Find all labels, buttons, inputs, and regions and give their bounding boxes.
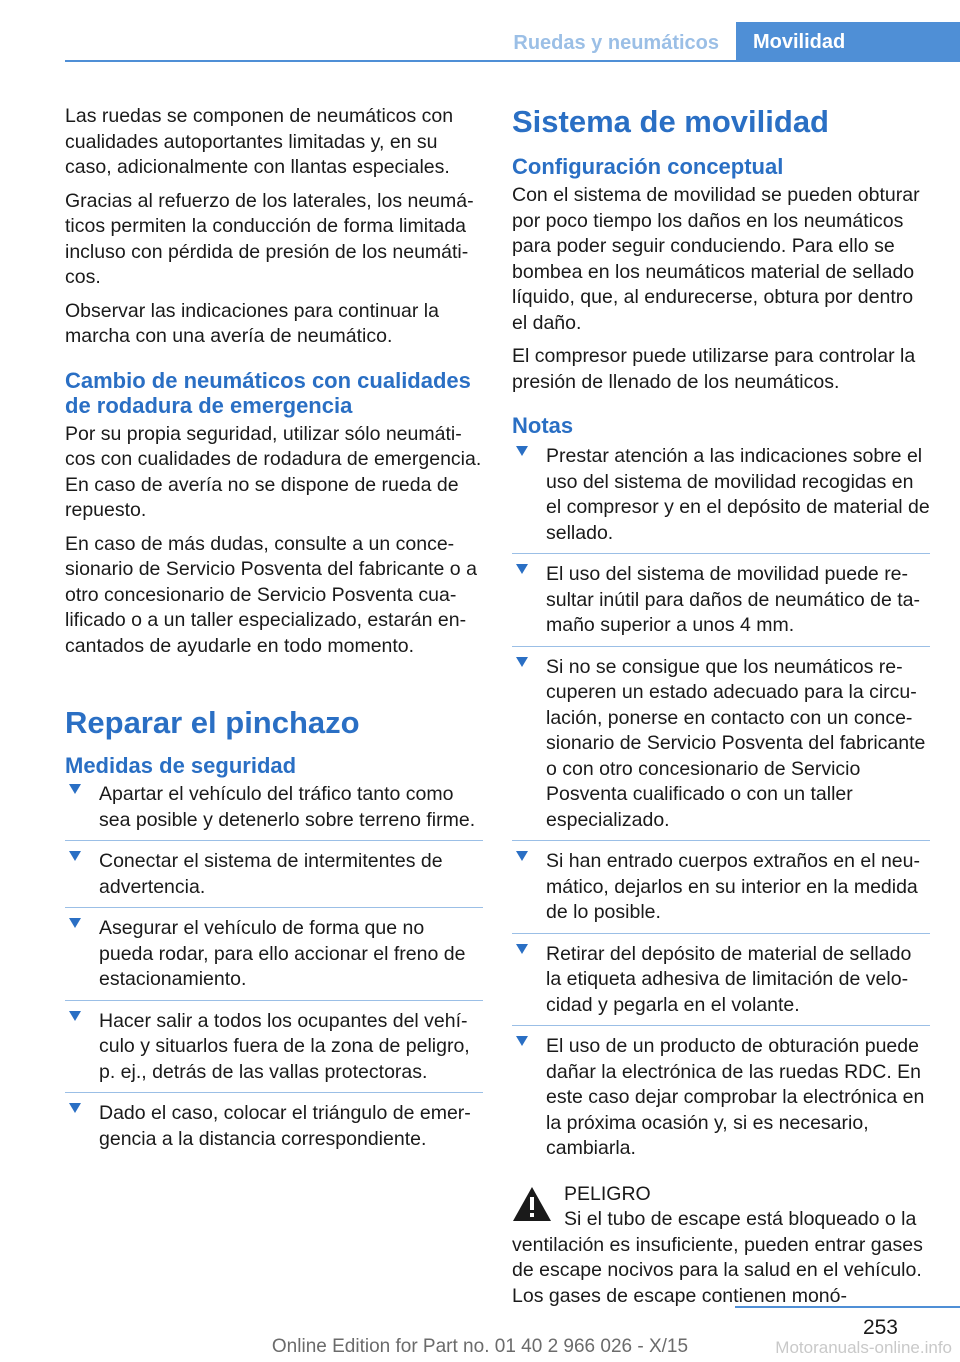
chapter-tab: Movilidad bbox=[736, 22, 960, 62]
warning-triangle-icon bbox=[512, 1186, 552, 1222]
list-item: El uso del sistema de movilidad puede resultar inútil para daños de neumático de tamaño superior a unos 4 mm. bbox=[512, 554, 930, 647]
list-item: Prestar atención a las indicaciones sobre el uso del sistema de movilidad recogidas en el compresor y en el depósito de material de sellado. bbox=[512, 444, 930, 554]
section-heading-concept: Configuración conceptual bbox=[512, 154, 784, 179]
section-heading-runflat: Cambio de neumáticos con cualidades de rodadura de emergencia bbox=[65, 367, 471, 418]
watermark: Motoranuals-online.info bbox=[775, 1338, 952, 1357]
triangle-bullet-icon bbox=[516, 1036, 528, 1046]
page-header bbox=[65, 22, 960, 62]
section-tab: Ruedas y neumáticos bbox=[513, 32, 719, 54]
list-item: Retirar del depósito de material de sellado la etiqueta adhesiva de limitación de velocidad y pegarla en el volante. bbox=[512, 934, 930, 1027]
body-paragraph: Con el sistema de movilidad se pueden obturar por poco tiempo los daños en los neumáticos para poder seguir conduciendo. Para ello se bombea en los neumáticos material de sellado líquido, que, al endurecerse, obtura por dentro el daño. bbox=[512, 184, 920, 334]
list-item: Asegurar el vehículo de forma que no pueda rodar, para ello accionar el freno de estacionamiento. bbox=[65, 908, 483, 1001]
chapter-heading-mobility: Sistema de movilidad bbox=[512, 104, 829, 139]
intro-paragraph: Las ruedas se componen de neumáticos con cualidades autoportantes limitadas y, en su caso, adicionalmente con llantas especiales. bbox=[65, 105, 454, 178]
list-item: Si no se consigue que los neumáticos recuperen un estado adecuado para la circulación, ponerse en contacto con un concesionario de Servicio Posventa del fabricante o con otro concesionario de Servicio Posventa cualificado o con un taller especializado. bbox=[512, 647, 930, 842]
list-item: Hacer salir a todos los ocupantes del vehículo y situarlos fuera de la zona de peligro, p. ej., detrás de las vallas protectoras. bbox=[65, 1001, 483, 1094]
triangle-bullet-icon bbox=[69, 918, 81, 928]
triangle-bullet-icon bbox=[69, 784, 81, 794]
triangle-bullet-icon bbox=[516, 446, 528, 456]
list-item: Apartar el vehículo del tráfico tanto como sea posible y detenerlo sobre terreno firme. bbox=[65, 782, 483, 841]
danger-warning bbox=[512, 1182, 930, 1310]
section-heading-notes: Notas bbox=[512, 413, 574, 438]
triangle-bullet-icon bbox=[69, 851, 81, 861]
body-paragraph: El compresor puede utilizarse para controlar la presión de llenado de los neumáticos. bbox=[512, 345, 916, 393]
notes-list bbox=[512, 444, 930, 1170]
section-heading-safety: Medidas de seguridad bbox=[65, 753, 297, 778]
triangle-bullet-icon bbox=[516, 944, 528, 954]
body-paragraph: Por su propia seguridad, utilizar sólo neumáticos con cualidades de rodadura de emergencia. En caso de avería no se dispone de rueda de repuesto. bbox=[65, 422, 482, 521]
intro-paragraph: Gracias al refuerzo de los laterales, los neumáticos permiten la conducción de forma limitada incluso con pérdida de presión de los neumáticos. bbox=[65, 189, 474, 288]
right-column bbox=[512, 104, 930, 1309]
safety-list bbox=[65, 782, 483, 1160]
footer-rule bbox=[735, 1306, 960, 1308]
left-column bbox=[65, 104, 483, 1160]
header-rule bbox=[65, 60, 960, 62]
triangle-bullet-icon bbox=[69, 1103, 81, 1113]
warning-title: PELIGRO bbox=[564, 1182, 651, 1205]
chapter-heading-repair: Reparar el pinchazo bbox=[65, 705, 360, 740]
page-number: 253 bbox=[862, 1316, 898, 1339]
intro-paragraph: Observar las indicaciones para continuar la marcha con una avería de neumático. bbox=[65, 299, 439, 347]
list-item: El uso de un producto de obturación puede dañar la electrónica de las ruedas RDC. En este caso dejar comprobar la electrónica en la próxima ocasión y, si es necesario, cambiarla. bbox=[512, 1026, 930, 1170]
warning-text: ventilación es insuficiente, pueden entrar gases de escape nocivos para la salud en el vehículo. Los gases de escape contienen monó- bbox=[512, 1233, 923, 1307]
triangle-bullet-icon bbox=[516, 564, 528, 574]
list-item: Si han entrado cuerpos extraños en el neumático, dejarlos en su interior en la medida de lo posible. bbox=[512, 841, 930, 934]
triangle-bullet-icon bbox=[516, 657, 528, 667]
list-item: Dado el caso, colocar el triángulo de emergencia a la distancia correspondiente. bbox=[65, 1093, 483, 1160]
list-item: Conectar el sistema de intermitentes de advertencia. bbox=[65, 841, 483, 908]
warning-text: Si el tubo de escape está bloqueado o la bbox=[564, 1208, 917, 1230]
triangle-bullet-icon bbox=[69, 1011, 81, 1021]
body-paragraph: En caso de más dudas, consulte a un concesionario de Servicio Posventa del fabricante o a otro concesionario de Servicio Posventa cualificado o a un taller especializado, estarán encantados de ayudarle en todo momento. bbox=[65, 532, 477, 657]
triangle-bullet-icon bbox=[516, 851, 528, 861]
edition-footer: Online Edition for Part no. 01 40 2 966 026 - X/15 bbox=[271, 1336, 689, 1357]
